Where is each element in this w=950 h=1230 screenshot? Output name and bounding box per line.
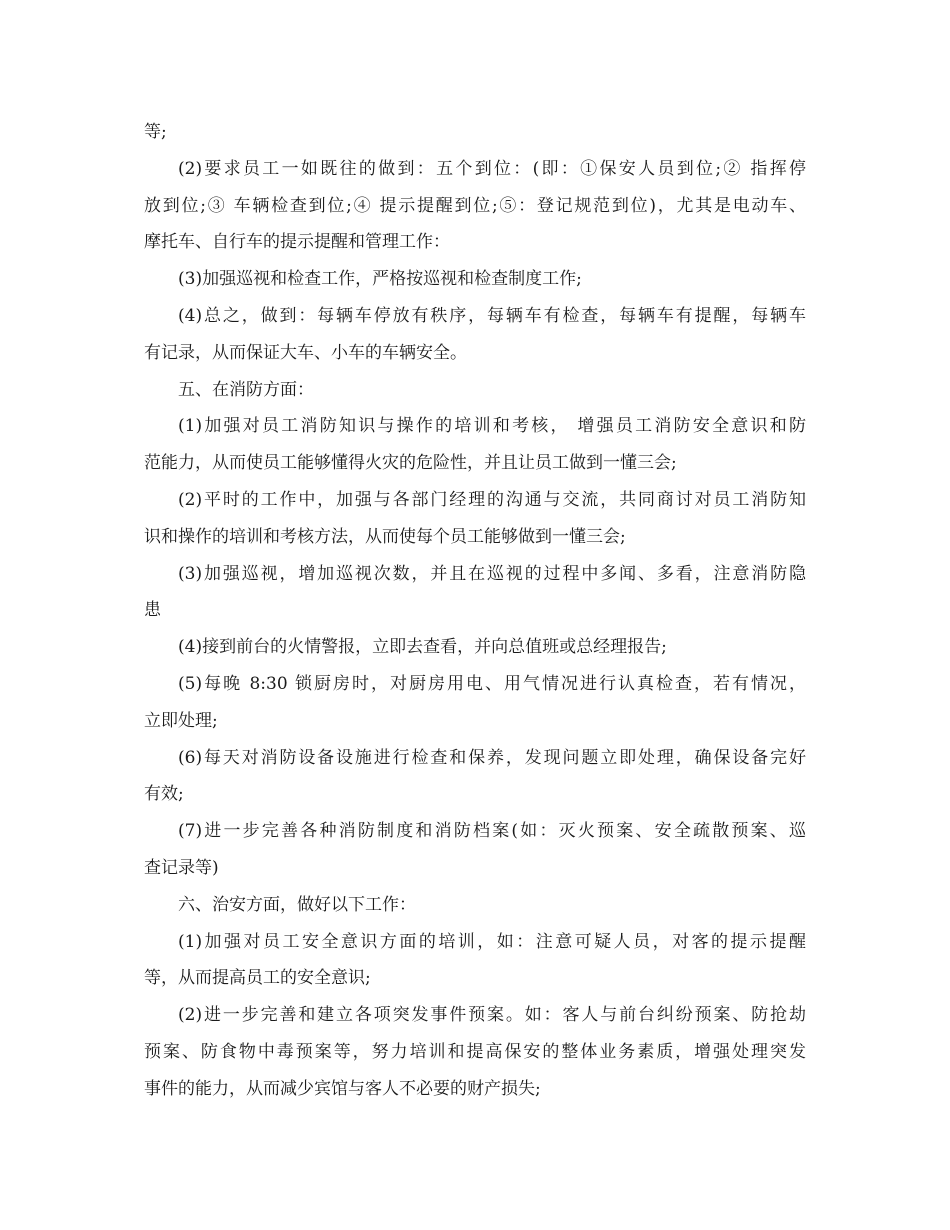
text-line: (3)加强巡视和检查工作，严格按巡视和检查制度工作; bbox=[178, 269, 582, 290]
text-line: (6)每天对消防设备设施进行检查和保养，发现问题立即处理，确保设备完好 bbox=[178, 747, 806, 768]
text-line: 等; bbox=[144, 122, 167, 142]
text-line: (4)总之，做到：每辆车停放有秩序，每辆车有检查，每辆车有提醒，每辆车 bbox=[178, 305, 806, 326]
text-line: (2)进一步完善和建立各项突发事件预案。如：客人与前台纠纷预案、防抢劫 bbox=[178, 1005, 806, 1026]
text-line: 识和操作的培训和考核方法，从而使每个员工能够做到一懂三会; bbox=[144, 526, 626, 547]
text-line: 事件的能力，从而减少宾馆与客人不必要的财产损失; bbox=[144, 1078, 541, 1099]
text-line: (1)加强对员工安全意识方面的培训，如：注意可疑人员，对客的提示提醒 bbox=[178, 931, 806, 952]
document-body bbox=[144, 114, 806, 1108]
text-line: (3)加强巡视，增加巡视次数，并且在巡视的过程中多闻、多看，注意消防隐 bbox=[178, 563, 806, 584]
text-line: 立即处理; bbox=[144, 710, 218, 731]
text-line: 患 bbox=[144, 600, 161, 621]
text-line: 预案、防食物中毒预案等，努力培训和提高保安的整体业务素质，增强处理突发 bbox=[144, 1041, 806, 1062]
text-line: 六、治安方面，做好以下工作： bbox=[178, 894, 416, 915]
text-line: (2)平时的工作中，加强与各部门经理的沟通与交流，共同商讨对员工消防知 bbox=[178, 489, 806, 510]
text-line: (7)进一步完善各种消防制度和消防档案(如：灭火预案、安全疏散预案、巡 bbox=[178, 821, 806, 842]
text-line: 有记录，从而保证大车、小车的车辆安全。 bbox=[144, 342, 467, 363]
text-line: 范能力，从而使员工能够懂得火灾的危险性，并且让员工做到一懂三会; bbox=[144, 453, 677, 474]
text-line: (2)要求员工一如既往的做到：五个到位：(即：①保安人员到位;② 指挥停 bbox=[178, 158, 806, 179]
text-line: (4)接到前台的火情警报，立即去查看，并向总值班或总经理报告; bbox=[178, 637, 667, 658]
text-line: (5)每晚 8:30 锁厨房时，对厨房用电、用气情况进行认真检查，若有情况， bbox=[178, 673, 806, 694]
text-line: 五、在消防方面： bbox=[178, 379, 314, 400]
text-line: 等，从而提高员工的安全意识; bbox=[144, 968, 371, 989]
text-line: 有效; bbox=[144, 784, 184, 805]
text-line: 摩托车、自行车的提示提醒和管理工作： bbox=[144, 232, 450, 253]
text-line: 放到位;③ 车辆检查到位;④ 提示提醒到位;⑤：登记规范到位)，尤其是电动车、 bbox=[144, 195, 806, 216]
text-line: (1)加强对员工消防知识与操作的培训和考核， 增强员工消防安全意识和防 bbox=[178, 416, 806, 437]
text-line: 查记录等) bbox=[144, 857, 219, 878]
